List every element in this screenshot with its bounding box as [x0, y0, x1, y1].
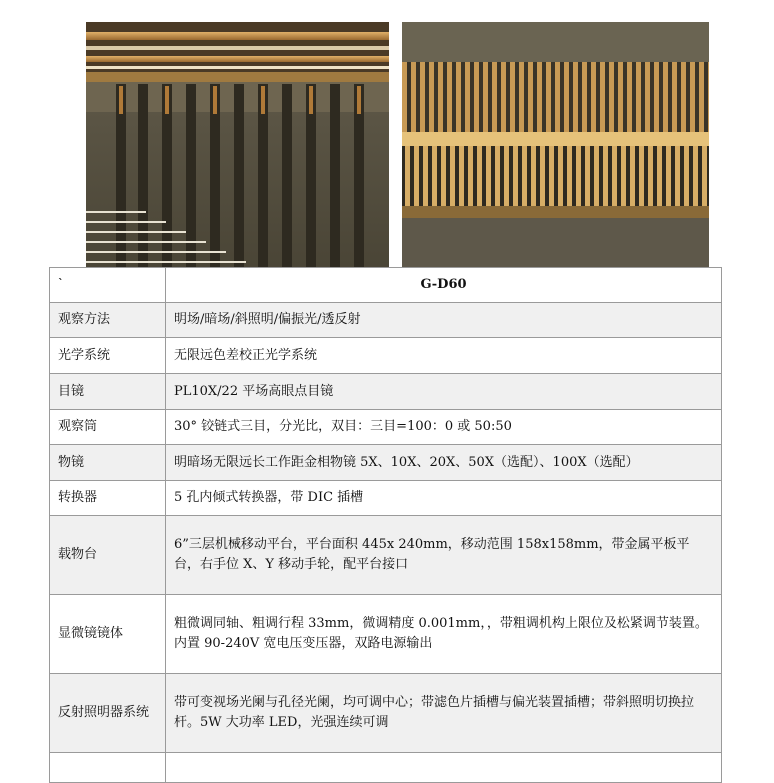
row-label-eyepiece: 目镜	[50, 374, 166, 410]
row-value-eyepiece: PL10X/22 平场高眼点目镜	[166, 374, 722, 410]
table-row	[50, 753, 722, 783]
table-row	[50, 410, 722, 445]
row-label-stage: 载物台	[50, 516, 166, 595]
table-row	[50, 481, 722, 516]
row-value-viewing-tube: 30° 铰链式三目，分光比，双目：三目=100：0 或 50:50	[166, 410, 722, 445]
row-label-microscope-body: 显微镜镜体	[50, 595, 166, 674]
row-value-stage: 6”三层机械移动平台，平台面积 445x 240mm，移动范围 158x158mm，带金属平板平台，右手位 X、Y 移动手轮，配平台接口	[166, 516, 722, 595]
micrograph-left	[86, 22, 389, 267]
row-value-optical-system: 无限远色差校正光学系统	[166, 338, 722, 374]
row-label-optical-system: 光学系统	[50, 338, 166, 374]
row-label-nosepiece: 转换器	[50, 481, 166, 516]
row-label-viewing-tube: 观察筒	[50, 410, 166, 445]
row-label-reflected-illuminator: 反射照明器系统	[50, 674, 166, 753]
row-value-observation-method: 明场/暗场/斜照明/偏振光/透反射	[166, 303, 722, 338]
table-row	[50, 516, 722, 595]
table-row	[50, 374, 722, 410]
row-value-microscope-body: 粗微调同轴、粗调行程 33mm，微调精度 0.001mm，，带粗调机构上限位及松紧调节装置。内置 90-240V 宽电压变压器，双路电源输出	[166, 595, 722, 674]
table-row	[50, 445, 722, 481]
table-row	[50, 303, 722, 338]
row-label-objective: 物镜	[50, 445, 166, 481]
spec-table	[49, 267, 722, 783]
table-header-row	[50, 268, 722, 303]
row-label-observation-method: 观察方法	[50, 303, 166, 338]
row-label-empty	[50, 753, 166, 783]
table-row	[50, 595, 722, 674]
corner-mark: `	[50, 268, 166, 303]
model-name: G-D60	[166, 268, 722, 303]
row-value-empty	[166, 753, 722, 783]
row-value-objective: 明暗场无限远长工作距金相物镜 5X、10X、20X、50X（选配）、100X（选配）	[166, 445, 722, 481]
table-row	[50, 674, 722, 753]
table-row	[50, 338, 722, 374]
row-value-nosepiece: 5 孔内倾式转换器，带 DIC 插槽	[166, 481, 722, 516]
row-value-reflected-illuminator: 带可变视场光阑与孔径光阑，均可调中心；带滤色片插槽与偏光装置插槽；带斜照明切换拉杆。5W 大功率 LED，光强连续可调	[166, 674, 722, 753]
micrograph-right	[402, 22, 709, 267]
